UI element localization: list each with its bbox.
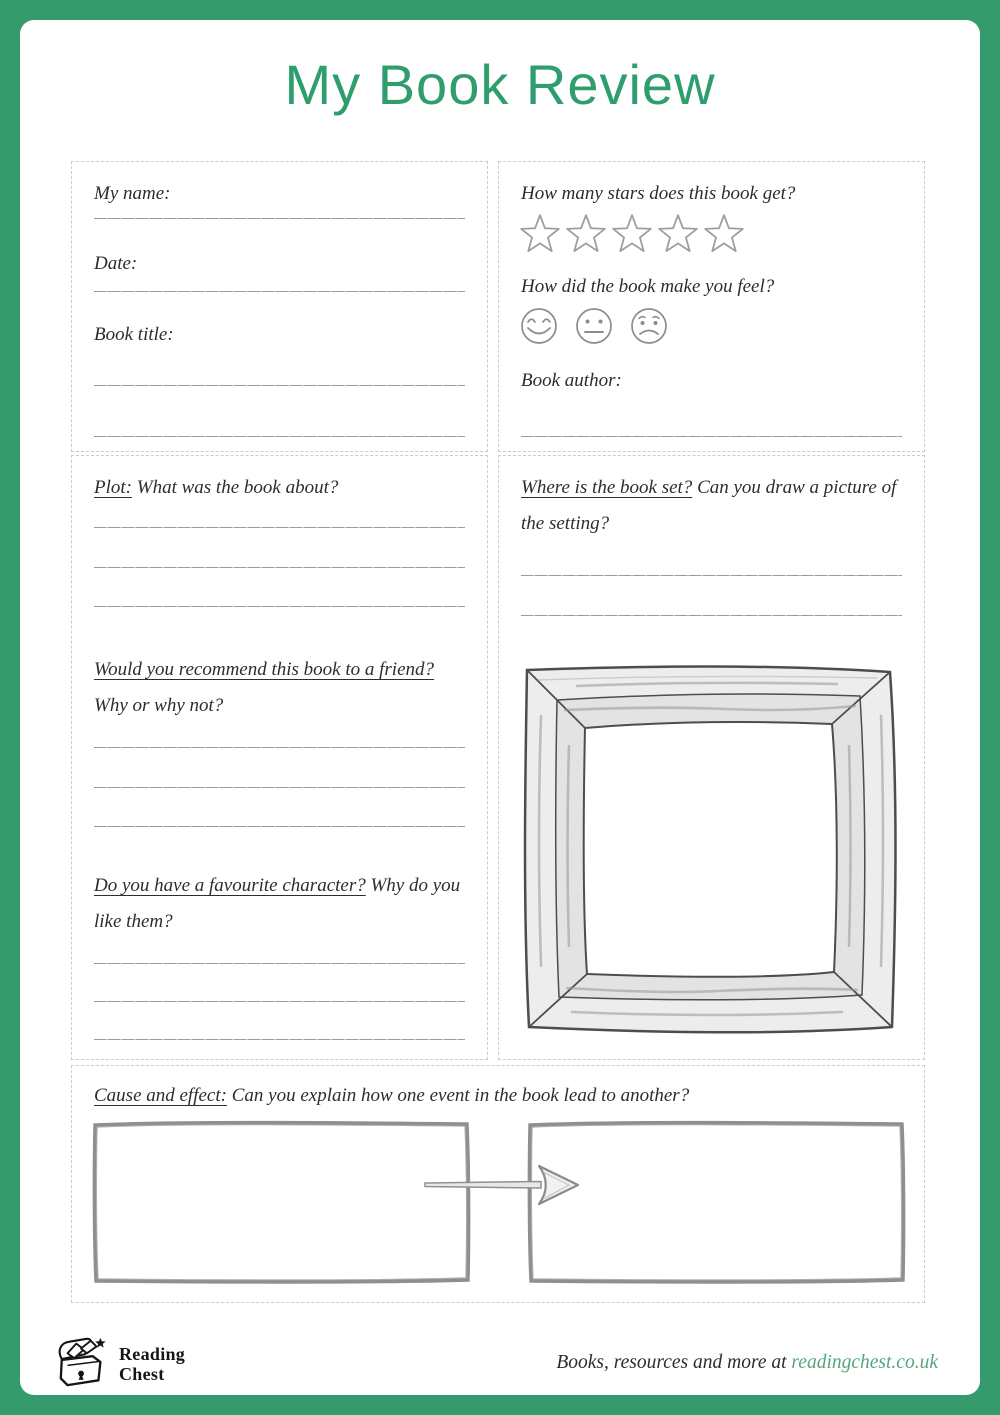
character-write-line [94,1001,465,1002]
star-icon [565,212,607,258]
page-title: My Book Review [284,53,716,116]
plot-write-line [94,606,465,607]
author-label: Book author: [521,370,622,391]
setting-write-line [521,575,902,576]
author-write-line [521,436,902,437]
character-question: Do you have a favourite character? Why do you like them? [94,875,461,932]
cause-effect-section [71,1065,925,1303]
character-write-line [94,1039,465,1040]
arrow-right-icon [422,1161,582,1209]
plot-label: Plot: [94,477,132,498]
feelings-row [519,306,669,346]
star-rating-row [519,212,745,258]
setting-question: Where is the book set? Can you draw a picture of the setting? [521,477,897,534]
feel-question: How did the book make you feel? [521,276,775,297]
logo-text [119,1344,185,1384]
recommend-label: Would you recommend this book to a friend? [94,659,435,680]
tagline-text: Books, resources and more at [556,1352,792,1373]
book-title-write-line [94,385,465,386]
questions-section [71,455,488,1060]
cause-effect-label: Cause and effect: [94,1085,227,1106]
cause-effect-question: Cause and effect: Can you explain how one event in the book lead to another? [94,1085,690,1106]
recommend-write-line [94,826,465,827]
picture-frame-illustration [517,656,906,1041]
star-icon [611,212,653,258]
rating-section [498,161,925,452]
info-section [71,161,488,452]
footer-tagline [556,1352,938,1374]
book-title-label: Book title: [94,324,174,345]
book-title-write-line-2 [94,436,465,437]
stars-question: How many stars does this book get? [521,183,796,204]
sad-face-icon [629,306,669,346]
effect-box [526,1118,907,1287]
reading-chest-logo-icon [55,1334,111,1388]
name-label: My name: [94,183,171,204]
star-icon [703,212,745,258]
plot-write-line [94,567,465,568]
date-label: Date: [94,253,138,274]
recommend-write-line [94,747,465,748]
setting-section [498,455,925,1060]
star-icon [657,212,699,258]
cause-box [91,1118,472,1287]
character-label: Do you have a favourite character? [94,875,366,896]
recommend-write-line [94,787,465,788]
plot-write-line [94,527,465,528]
date-write-line [94,291,465,292]
reading-chest-logo [55,1334,185,1388]
readingchest-link[interactable]: readingchest.co.uk [791,1352,938,1373]
logo-line1: Reading [119,1344,186,1364]
logo-line2: Chest [119,1364,165,1385]
setting-write-line [521,615,902,616]
character-write-line [94,963,465,964]
name-write-line [94,218,465,219]
happy-face-icon [519,306,559,346]
setting-label: Where is the book set? [521,477,693,498]
recommend-question: Would you recommend this book to a friend? Why or why not? [94,659,435,716]
star-icon [519,212,561,258]
plot-question: Plot: What was the book about? [94,477,339,498]
neutral-face-icon [574,306,614,346]
